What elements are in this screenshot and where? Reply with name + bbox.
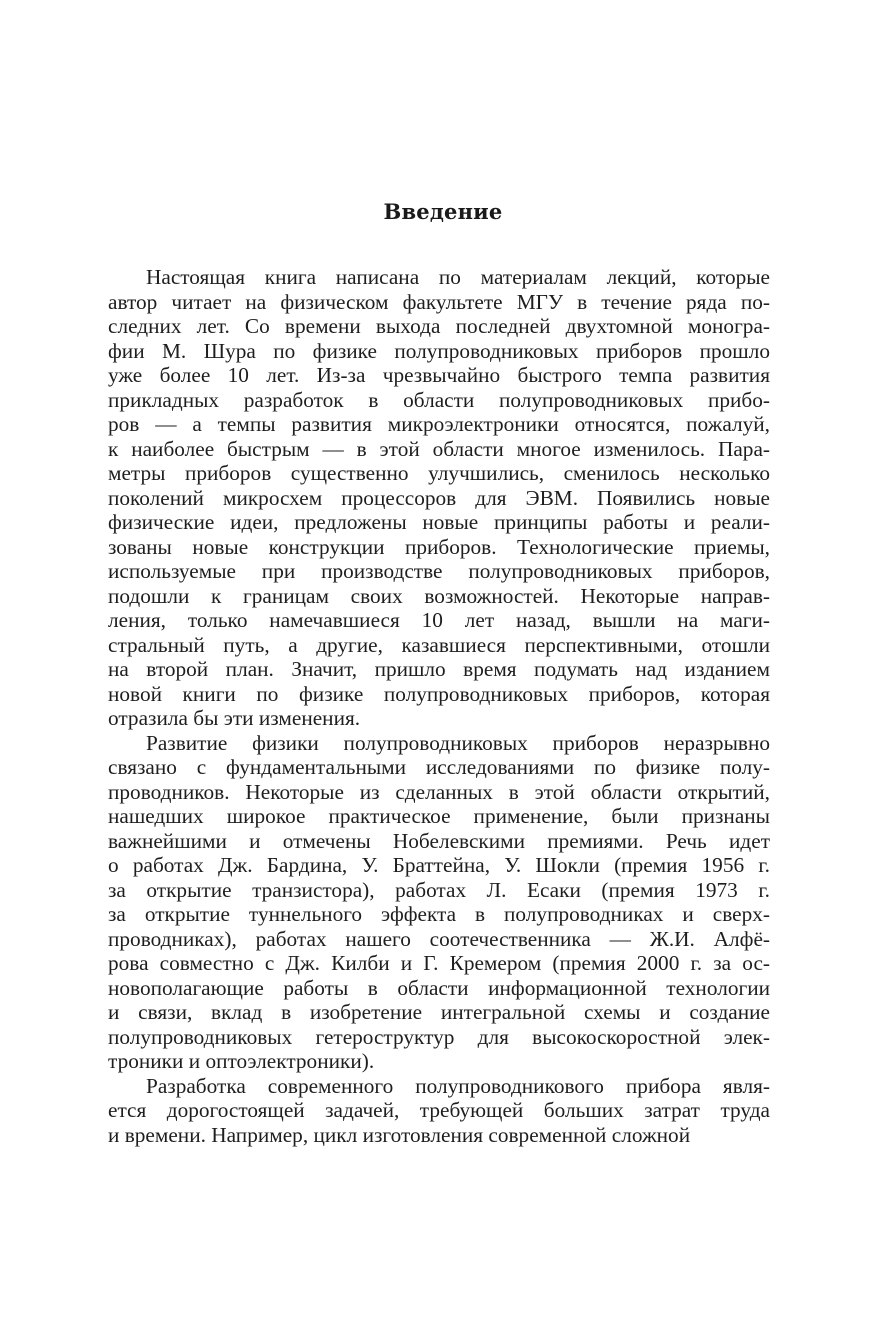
- text-line: метры приборов существенно улучшились, сменилось несколько: [108, 461, 770, 485]
- text-line: ления, только намечавшиеся 10 лет назад, вышли на маги-: [108, 608, 770, 632]
- text-line: прикладных разработок в области полупроводниковых прибо-: [108, 387, 770, 412]
- text-line: полупроводниковых гетероструктур для высокоскоростной элек-: [108, 1024, 770, 1049]
- text-line: следних лет. Со времени выхода последней двухтомной моногра-: [108, 314, 770, 338]
- text-line: нашедших широкое практическое применение, были признаны: [108, 804, 770, 828]
- text-line: физические идеи, предложены новые принципы работы и реали-: [108, 510, 770, 534]
- body-text: [108, 265, 770, 1147]
- text-line: проводниках), работах нашего соотечественника — Ж.И. Алфё-: [108, 926, 770, 951]
- text-line: новополагающие работы в области информационной технологии: [108, 975, 770, 1000]
- text-line: используемые при производстве полупроводниковых приборов,: [108, 559, 770, 583]
- text-line: новой книги по физике полупроводниковых приборов, которая: [108, 681, 770, 706]
- text-line: зованы новые конструкции приборов. Технологические приемы,: [108, 534, 770, 559]
- text-line: о работах Дж. Бардина, У. Браттейна, У. Шокли (премия 1956 г.: [108, 853, 770, 877]
- text-line: рова совместно с Дж. Килби и Г. Кремером (премия 2000 г. за ос-: [108, 951, 770, 975]
- text-line: проводников. Некоторые из сделанных в этой области открытий,: [108, 779, 770, 804]
- text-line: Развитие физики полупроводниковых приборов неразрывно: [146, 730, 770, 755]
- text-line: за открытие транзистора), работах Л. Есаки (премия 1973 г.: [108, 877, 770, 902]
- paragraph: [108, 265, 770, 731]
- text-line: стральный путь, а другие, казавшиеся перспективными, отошли: [108, 632, 770, 657]
- text-line: уже более 10 лет. Из-за чрезвычайно быстрого темпа развития: [108, 363, 770, 387]
- text-line: отразила бы эти изменения.: [108, 706, 361, 730]
- text-line: Настоящая книга написана по материалам лекций, которые: [146, 265, 770, 289]
- page-title: Введение: [383, 199, 503, 224]
- text-line: фии М. Шура по физике полупроводниковых приборов прошло: [108, 338, 770, 363]
- text-line: троники и оптоэлектроники).: [108, 1049, 375, 1073]
- text-line: автор читает на физическом факультете МГУ в течение ряда по-: [108, 289, 770, 314]
- text-line: поколений микросхем процессоров для ЭВМ. Появились новые: [108, 485, 770, 510]
- text-line: ров — а темпы развития микроэлектроники относятся, пожалуй,: [108, 412, 770, 436]
- text-line: связано с фундаментальными исследованиями по физике полу-: [108, 755, 770, 779]
- text-line: и времени. Например, цикл изготовления современной сложной: [108, 1122, 691, 1147]
- text-line: к наиболее быстрым — в этой области многое изменилось. Пара-: [108, 436, 770, 461]
- text-line: Разработка современного полупроводникового прибора явля-: [146, 1073, 770, 1098]
- text-line: на второй план. Значит, пришло время подумать над изданием: [108, 657, 770, 681]
- text-line: ется дорогостоящей задачей, требующей больших затрат труда: [108, 1098, 770, 1122]
- text-line: и связи, вклад в изобретение интегральной схемы и создание: [108, 1000, 770, 1024]
- paragraph: [108, 1074, 770, 1148]
- text-line: подошли к границам своих возможностей. Некоторые направ-: [108, 583, 770, 608]
- text-line: важнейшими и отмечены Нобелевскими премиями. Речь идет: [108, 828, 770, 853]
- text-line: за открытие туннельного эффекта в полупроводниках и сверх-: [108, 902, 770, 926]
- paragraph: [108, 731, 770, 1074]
